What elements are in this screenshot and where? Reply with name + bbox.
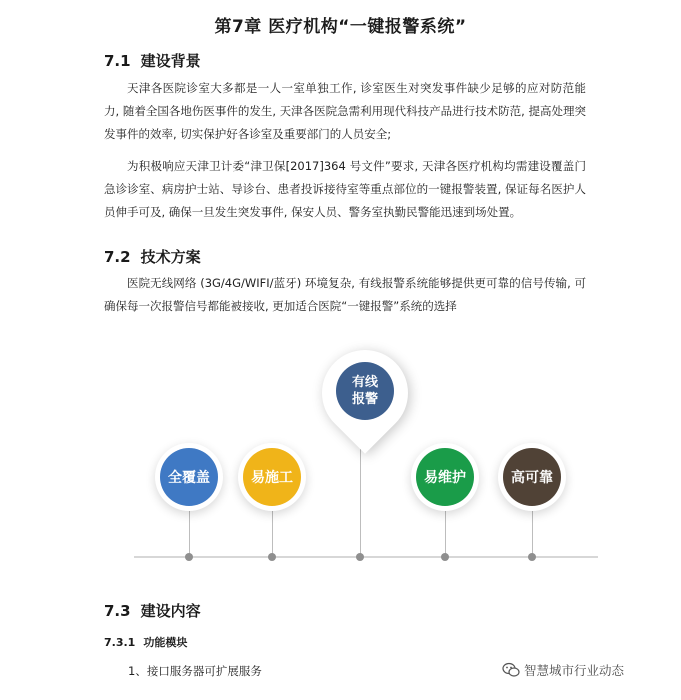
connector-dot: [268, 553, 276, 561]
watermark-text: 智慧城市行业动态: [524, 663, 625, 678]
feature-label: 易维护: [424, 470, 466, 486]
feature-circle-high-reliability: [503, 448, 561, 506]
connector-dot: [356, 553, 364, 561]
background-paragraph-2: 为积极响应天津卫计委“津卫保[2017]364 号文件”要求, 天津各医疗机构均需建设覆盖门急诊诊室、病房护士站、导诊台、患者投诉接待室等重点部位的一键报警装置, 保证每名医护人员伸手可及, 确保一旦发生突发事件, 保安人员、警务室执勤民警能迅速到场处置。: [104, 159, 586, 219]
connector-line: [532, 506, 533, 554]
subsection-title: 功能模块: [143, 636, 188, 649]
section-heading-7-2: [104, 246, 201, 267]
section-number: 7.2: [104, 248, 131, 266]
center-label-line2: 报警: [351, 392, 378, 407]
subsection-number: 7.3.1: [104, 636, 136, 649]
feature-circle-full-coverage: [160, 448, 218, 506]
wechat-icon: [502, 662, 520, 678]
connector-dot: [185, 553, 193, 561]
section-title: 建设内容: [140, 602, 201, 620]
connector-line: [272, 506, 273, 554]
section-heading-7-3: [104, 600, 201, 621]
section-heading-7-1: [104, 50, 201, 71]
connector-dot: [528, 553, 536, 561]
technical-paragraph: 医院无线网络 (3G/4G/WIFI/蓝牙) 环境复杂, 有线报警系统能够提供更可靠的信号传输, 可确保每一次报警信号都能被接收, 更加适合医院“一键报警”系统的选择: [104, 276, 586, 313]
section-number: 7.3: [104, 602, 131, 620]
watermark: [502, 661, 624, 679]
feature-label: 全覆盖: [168, 470, 210, 486]
list-item: 1、接口服务器可扩展服务: [128, 664, 262, 678]
center-badge: [336, 362, 394, 420]
connector-line: [189, 506, 190, 554]
section-title: 技术方案: [140, 248, 201, 266]
subsection-heading-7-3-1: [104, 634, 187, 650]
connector-line: [360, 438, 361, 554]
feature-label: 易施工: [251, 470, 293, 486]
connector-dot: [441, 553, 449, 561]
feature-circle-easy-install: [243, 448, 301, 506]
feature-label: 高可靠: [511, 470, 553, 486]
feature-circle-easy-maintain: [416, 448, 474, 506]
background-paragraph-1: 天津各医院诊室大多都是一人一室单独工作, 诊室医生对突发事件缺少足够的应对防范能力, 随着全国各地伤医事件的发生, 天津各医院急需利用现代科技产品进行技术防范, 提高处理突发事件的效率, 切实保护好各诊室及重要部门的人员安全;: [104, 81, 586, 141]
chapter-title: 第7章 医疗机构“一键报警系统”: [214, 17, 467, 37]
section-number: 7.1: [104, 52, 131, 70]
connector-line: [445, 506, 446, 554]
section-title: 建设背景: [140, 52, 201, 70]
center-label-line1: 有线: [351, 375, 378, 390]
